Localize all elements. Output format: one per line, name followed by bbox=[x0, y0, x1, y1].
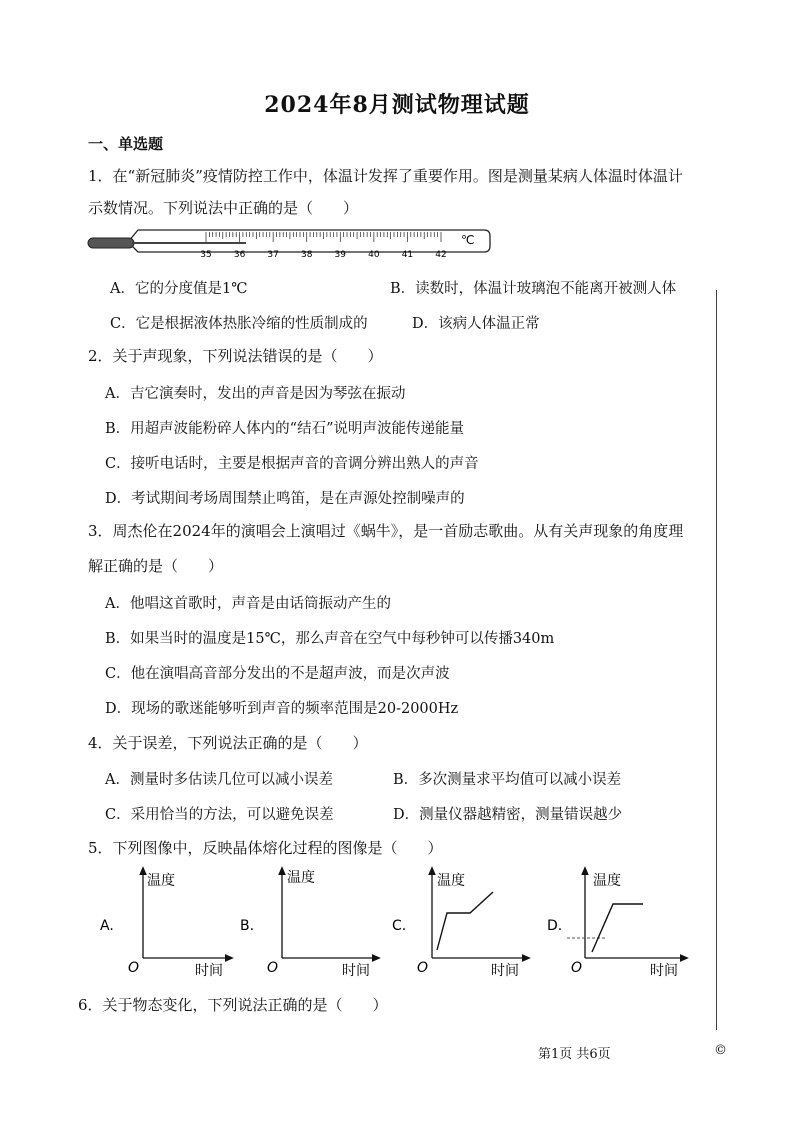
q1-stem-line1: 1．在“新冠肺炎”疫情防控工作中，体温计发挥了重要作用。图是测量某病人体温时体温计 bbox=[88, 167, 683, 185]
q1-option-d: D．该病人体温正常 bbox=[412, 316, 540, 332]
graph-b-label: B. bbox=[240, 918, 255, 934]
graph-c-origin: O bbox=[417, 960, 429, 976]
page-footer: 第1页 共6页 bbox=[538, 1047, 611, 1062]
q3-option-c: C．他在演唱高音部分发出的不是超声波，而是次声波 bbox=[105, 666, 450, 682]
graph-b-xlabel: 时间 bbox=[342, 963, 370, 979]
q4-option-d: D．测量仪器越精密，测量错误越少 bbox=[393, 807, 623, 823]
q4-stem: 4．关于误差，下列说法正确的是（ ） bbox=[88, 734, 368, 752]
q4-option-c: C．采用恰当的方法，可以避免误差 bbox=[105, 807, 334, 823]
graph-d-curve bbox=[592, 904, 643, 952]
graph-c-xlabel: 时间 bbox=[491, 963, 519, 979]
q1-option-a: A．它的分度值是1℃ bbox=[110, 281, 248, 297]
q6-stem: 6．关于物态变化，下列说法正确的是（ ） bbox=[78, 996, 388, 1014]
right-margin-line bbox=[716, 290, 717, 1030]
q5-stem: 5．下列图像中，反映晶体熔化过程的图像是（ ） bbox=[88, 839, 443, 857]
thermometer-figure bbox=[86, 224, 496, 262]
section-heading: 一、单选题 bbox=[88, 135, 164, 153]
thermometer-tick-label: 36 bbox=[233, 250, 246, 260]
graph-c-curve bbox=[437, 892, 493, 950]
q3-option-d: D．现场的歌迷能够听到声音的频率范围是20-2000Hz bbox=[105, 701, 459, 717]
corner-mark: © bbox=[714, 1043, 727, 1058]
graph-a bbox=[100, 870, 230, 979]
q2-stem: 2．关于声现象，下列说法错误的是（ ） bbox=[88, 347, 383, 365]
graph-d-ylabel: 温度 bbox=[593, 873, 621, 889]
thermometer-tick-label: 38 bbox=[300, 250, 313, 260]
q5-graphs bbox=[95, 862, 705, 987]
graph-d-xlabel: 时间 bbox=[650, 963, 678, 979]
graph-b-origin: O bbox=[267, 960, 279, 976]
graph-d-origin: O bbox=[571, 960, 583, 976]
graph-a-xlabel: 时间 bbox=[195, 963, 223, 979]
q4-option-a: A．测量时多估读几位可以减小误差 bbox=[105, 772, 333, 788]
thermometer-tick-label: 40 bbox=[368, 250, 380, 260]
graph-a-ylabel: 温度 bbox=[147, 873, 175, 889]
thermometer-tick-label: 39 bbox=[334, 250, 347, 260]
graph-c bbox=[392, 870, 527, 979]
graph-c-ylabel: 温度 bbox=[437, 873, 465, 889]
q3-stem-line1: 3．周杰伦在2024年的演唱会上演唱过《蜗牛》，是一首励志歌曲。从有关声现象的角度理 bbox=[88, 522, 684, 540]
thermometer-tick-label: 41 bbox=[401, 250, 414, 260]
q3-option-b: B．如果当时的温度是15℃，那么声音在空气中每秒钟可以传播340m bbox=[105, 631, 555, 647]
graph-c-label: C. bbox=[392, 918, 407, 934]
thermometer-unit: ℃ bbox=[461, 233, 475, 247]
thermometer-tick-label: 37 bbox=[267, 250, 279, 260]
graph-b bbox=[240, 869, 377, 979]
thermometer-tick-label: 42 bbox=[435, 250, 447, 260]
graph-a-label: A. bbox=[100, 918, 114, 934]
graph-d-label: D. bbox=[547, 918, 563, 934]
q1-option-c: C．它是根据液体热胀冷缩的性质制成的 bbox=[110, 316, 368, 332]
q3-option-a: A．他唱这首歌时，声音是由话筒振动产生的 bbox=[105, 596, 391, 612]
q1-stem-line2: 示数情况。下列说法中正确的是（ ） bbox=[88, 199, 359, 217]
q1-option-b: B．读数时，体温计玻璃泡不能离开被测人体 bbox=[390, 281, 677, 297]
graph-d bbox=[547, 870, 685, 979]
q2-option-d: D．考试期间考场周围禁止鸣笛，是在声源处控制噪声的 bbox=[105, 491, 465, 507]
q2-option-a: A．吉它演奏时，发出的声音是因为琴弦在振动 bbox=[105, 386, 406, 402]
thermometer-tick-label: 35 bbox=[200, 250, 212, 260]
page-title: 2024年8月测试物理试题 bbox=[264, 92, 530, 118]
q2-option-c: C．接听电话时，主要是根据声音的音调分辨出熟人的声音 bbox=[105, 456, 479, 472]
graph-a-origin: O bbox=[128, 960, 140, 976]
q3-stem-line2: 解正确的是（ ） bbox=[88, 557, 224, 575]
q2-option-b: B．用超声波能粉碎人体内的“结石”说明声波能传递能量 bbox=[105, 421, 464, 437]
q4-option-b: B．多次测量求平均值可以减小误差 bbox=[393, 772, 622, 788]
graph-b-ylabel: 温度 bbox=[287, 870, 315, 886]
